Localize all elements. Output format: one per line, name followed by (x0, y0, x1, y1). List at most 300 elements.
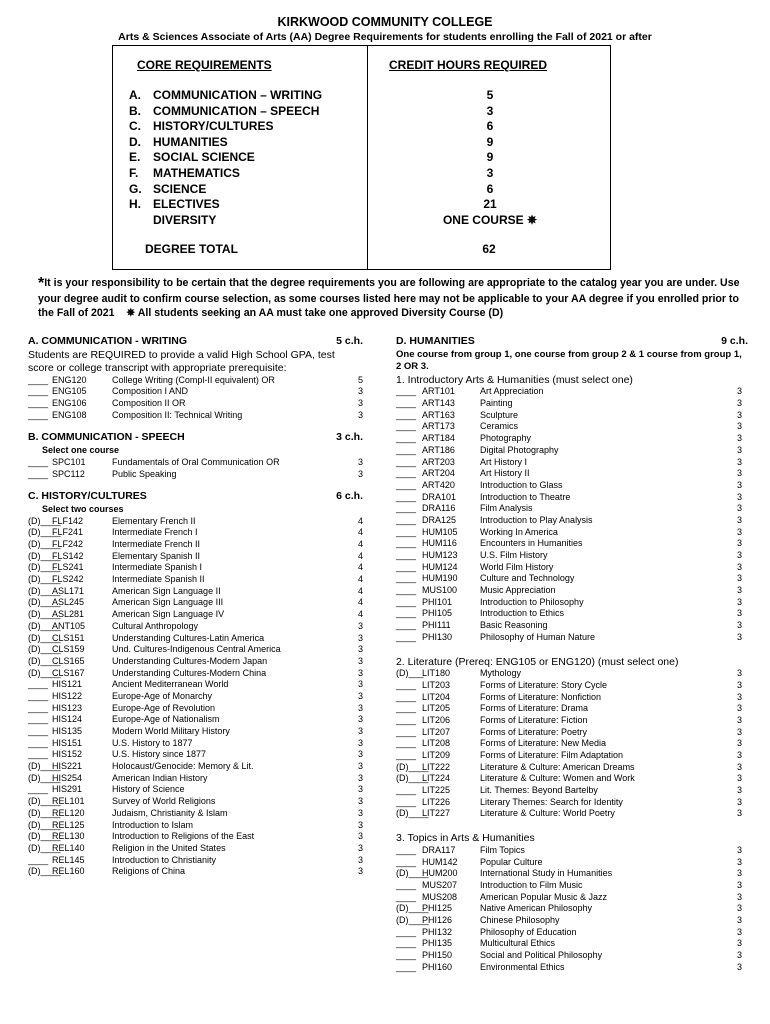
summary-row-key: F. (129, 165, 139, 180)
course-title: Intermediate Spanish I (112, 562, 203, 573)
course-credits: 3 (736, 938, 742, 949)
summary-row-key (129, 213, 153, 229)
course-credits: 3 (736, 796, 742, 807)
course-code: HIS121 (52, 679, 83, 690)
summary-row (121, 104, 606, 120)
checkbox-blank: ____ (28, 456, 49, 467)
course-row (396, 527, 748, 539)
checkbox-blank: ____ (396, 961, 417, 972)
checkbox-blank: ____ (396, 750, 417, 761)
course-credits: 3 (736, 915, 742, 925)
summary-row (121, 213, 606, 229)
course-row (396, 386, 748, 398)
course-title: Europe-Age of Nationalism (112, 714, 220, 725)
summary-row-key: A. (129, 88, 141, 102)
course-title: Photography (480, 433, 532, 444)
course-credits: 3 (357, 819, 363, 830)
checkbox-blank: ____ (28, 690, 49, 701)
course-code: ANT105 (52, 620, 86, 631)
course-row (396, 785, 748, 797)
course-code: FLF242 (52, 539, 84, 550)
course-row (28, 539, 363, 551)
course-row (396, 762, 748, 774)
checkbox-blank: (D)____ (28, 562, 61, 573)
checkbox-blank: ____ (396, 738, 417, 749)
course-title: Cultural Anthropology (112, 620, 199, 631)
course-code: ART163 (422, 409, 455, 420)
checkbox-blank: ____ (396, 585, 417, 596)
course-row (396, 845, 748, 857)
course-credits: 3 (357, 398, 363, 409)
checkbox-blank: ____ (396, 891, 417, 902)
summary-row-value: 9 (486, 150, 494, 165)
course-credits: 3 (736, 421, 742, 432)
checkbox-blank: ____ (28, 409, 49, 420)
course-code: HIS254 (52, 772, 83, 783)
checkbox-blank: (D)____ (28, 819, 61, 830)
course-credits: 3 (357, 644, 363, 655)
course-row (396, 433, 748, 445)
row-spacer (121, 135, 129, 151)
checkbox-blank: ____ (396, 386, 417, 397)
document-title: KIRKWOOD COMMUNITY COLLEGE (277, 15, 493, 29)
course-credits: 3 (357, 854, 363, 865)
course-credits: 3 (736, 726, 742, 737)
course-row (396, 938, 748, 950)
course-credits: 3 (357, 737, 363, 748)
course-code: DRA101 (422, 491, 457, 502)
course-code: HUM200 (422, 868, 458, 879)
checkbox-blank: ____ (396, 879, 417, 890)
checkbox-blank: ____ (396, 409, 417, 420)
course-code: ENG108 (52, 409, 87, 420)
summary-row-name: HISTORY/CULTURES (153, 119, 274, 134)
course-title: Intermediate French II (112, 539, 201, 550)
course-code: LIT207 (422, 726, 451, 737)
course-code: SPC101 (52, 456, 86, 467)
checkbox-blank: (D)____ (28, 807, 61, 818)
course-title: Digital Photography (480, 444, 559, 455)
course-credits: 3 (736, 961, 742, 972)
checkbox-blank: ____ (396, 596, 417, 607)
course-row (28, 609, 363, 621)
checkbox-blank: ____ (28, 702, 49, 713)
checkbox-blank: (D)____ (28, 632, 61, 643)
course-code: ART173 (422, 421, 455, 432)
checkbox-blank: ____ (396, 421, 417, 432)
course-code: LIT225 (422, 785, 451, 796)
checkbox-blank: ____ (396, 691, 417, 702)
course-credits: 3 (736, 526, 742, 537)
course-title: Encounters in Humanities (480, 538, 583, 549)
course-credits: 3 (736, 903, 742, 914)
course-code: SPC112 (52, 468, 85, 479)
course-title: Composition I AND (112, 386, 189, 397)
checkbox-blank: ____ (396, 631, 417, 642)
course-row (396, 773, 748, 785)
course-code: CLS165 (52, 655, 85, 666)
summary-row-name: SCIENCE (153, 181, 207, 196)
course-code: ASL171 (52, 585, 85, 596)
course-row (396, 927, 748, 939)
course-row (28, 621, 363, 633)
course-credits: 3 (736, 608, 742, 619)
course-title: Sculpture (480, 409, 519, 420)
course-credits: 3 (736, 738, 742, 749)
course-title: Religion in the United States (112, 842, 226, 853)
course-credits: 3 (357, 690, 363, 701)
checkbox-blank: (D)____ (28, 515, 61, 526)
summary-row-name: SOCIAL SCIENCE (153, 150, 255, 165)
course-title: U.S. History since 1877 (112, 749, 207, 760)
checkbox-blank: (D)____ (396, 868, 429, 879)
course-title: Introduction to Theatre (480, 491, 571, 502)
course-row (396, 727, 748, 739)
course-title: Forms of Literature: Story Cycle (480, 679, 608, 690)
course-credits: 3 (357, 468, 363, 479)
checkbox-blank: ____ (396, 620, 417, 631)
course-credits: 4 (357, 585, 363, 596)
document-subtitle: Arts & Sciences Associate of Arts (AA) Degree Requirements for students enrolling the Fall of 2021 or after (118, 31, 652, 43)
summary-row-value: ONE COURSE ✵ (442, 212, 538, 227)
course-title: Judaism, Christianity & Islam (112, 807, 228, 818)
course-credits: 3 (357, 866, 363, 877)
summary-row-name: DIVERSITY (153, 212, 217, 227)
checkbox-blank: (D)____ (28, 831, 61, 842)
checkbox-blank: (D)____ (28, 796, 61, 807)
summary-row-name: ELECTIVES (153, 197, 220, 212)
course-row (28, 668, 363, 680)
course-credits: 3 (357, 655, 363, 666)
course-code: PHI125 (422, 903, 453, 914)
course-credits: 3 (736, 691, 742, 702)
course-title: Social and Political Philosophy (480, 950, 603, 961)
course-credits: 3 (736, 844, 742, 855)
course-code: ENG106 (52, 398, 87, 409)
group-2-heading: 2. Literature (Prereq: ENG105 or ENG120) (must select one) (396, 655, 679, 668)
course-code: REL120 (52, 807, 85, 818)
course-credits: 3 (357, 456, 363, 467)
course-title: Working In America (480, 526, 558, 537)
course-credits: 3 (736, 503, 742, 514)
checkbox-blank: (D)____ (28, 539, 61, 550)
course-row (28, 457, 363, 469)
course-code: REL145 (52, 854, 85, 865)
course-code: FLS242 (52, 574, 84, 585)
course-code: HIS123 (52, 702, 83, 713)
course-title: Understanding Cultures-Modern Japan (112, 655, 268, 666)
course-credits: 3 (357, 667, 363, 678)
summary-row-value: 5 (486, 88, 494, 102)
course-code: FLS142 (52, 550, 84, 561)
course-code: CLS167 (52, 667, 85, 678)
course-credits: 3 (736, 573, 742, 584)
checkbox-blank: ____ (396, 726, 417, 737)
course-title: Introduction to Film Music (480, 879, 583, 890)
course-row (396, 410, 748, 422)
course-row (396, 892, 748, 904)
section-a-course-list (28, 375, 363, 422)
course-credits: 3 (736, 444, 742, 455)
checkbox-blank: ____ (28, 386, 49, 397)
course-row (396, 585, 748, 597)
section-c-instruction: Select two courses (42, 503, 124, 514)
course-title: Painting (480, 398, 513, 409)
course-title: History of Science (112, 784, 185, 795)
course-credits: 4 (357, 539, 363, 550)
course-title: Ceramics (480, 421, 519, 432)
checkbox-blank: ____ (396, 503, 417, 514)
summary-row (121, 166, 606, 182)
course-code: FLF241 (52, 527, 84, 538)
course-code: REL160 (52, 866, 85, 877)
row-spacer (121, 197, 129, 213)
course-row (28, 527, 363, 539)
checkbox-blank: ____ (28, 726, 49, 737)
course-row (28, 808, 363, 820)
course-row (396, 632, 748, 644)
course-row (396, 468, 748, 480)
checkbox-blank: ____ (396, 456, 417, 467)
row-spacer (121, 88, 129, 104)
course-code: LIT180 (422, 668, 451, 679)
summary-row-key: H. (129, 197, 141, 212)
course-credits: 3 (736, 703, 742, 714)
course-title: Europe-Age of Revolution (112, 702, 216, 713)
course-row (396, 797, 748, 809)
section-c-header (28, 491, 363, 503)
checkbox-blank: ____ (396, 703, 417, 714)
course-code: HUM116 (422, 538, 457, 549)
checkbox-blank: ____ (396, 514, 417, 525)
checkbox-blank: (D)____ (28, 655, 61, 666)
checkbox-blank: ____ (28, 749, 49, 760)
checkbox-blank: ____ (28, 714, 49, 725)
course-credits: 3 (736, 585, 742, 596)
course-code: HIS152 (52, 749, 83, 760)
course-title: Philosophy of Human Nature (480, 631, 596, 642)
summary-row-value: 9 (486, 134, 494, 149)
section-d-hours: 9 c.h. (721, 335, 748, 347)
course-row (396, 903, 748, 915)
course-credits: 3 (357, 831, 363, 842)
course-row (28, 726, 363, 738)
course-code: HUM123 (422, 550, 458, 561)
course-row (396, 750, 748, 762)
checkbox-blank: ____ (28, 784, 49, 795)
checkbox-blank: (D)____ (396, 915, 429, 925)
course-code: HUM105 (422, 526, 458, 537)
course-row (28, 469, 363, 481)
checkbox-blank: ____ (396, 926, 417, 937)
checkbox-blank: (D)___ (396, 668, 424, 679)
course-title: Popular Culture (480, 856, 543, 867)
summary-row (121, 88, 606, 104)
course-code: LIT227 (422, 808, 451, 819)
course-row (28, 796, 363, 808)
degree-total-value: 62 (482, 242, 496, 256)
course-code: PHI105 (422, 608, 453, 619)
course-credits: 3 (736, 785, 742, 796)
course-title: Literature & Culture: American Dreams (480, 761, 635, 772)
course-row (28, 714, 363, 726)
course-title: Art History II (480, 468, 530, 479)
course-code: HIS291 (52, 784, 83, 795)
course-code: LIT224 (422, 773, 451, 784)
course-credits: 3 (357, 726, 363, 737)
course-row (396, 680, 748, 692)
summary-row-key: C. (129, 119, 141, 134)
course-title: Introduction to Religions of the East (112, 831, 255, 842)
course-row (396, 515, 748, 527)
checkbox-blank: (D)____ (28, 644, 61, 655)
course-credits: 4 (357, 609, 363, 620)
course-row (396, 538, 748, 550)
course-title: Fundamentals of Oral Communication OR (112, 456, 280, 467)
checkbox-blank: ____ (28, 854, 49, 865)
course-row (28, 633, 363, 645)
checkbox-blank: ____ (396, 573, 417, 584)
course-title: Elementary French II (112, 515, 196, 526)
course-title: Understanding Cultures-Modern China (112, 667, 267, 678)
course-row (396, 857, 748, 869)
row-spacer (121, 119, 129, 135)
course-row (396, 445, 748, 457)
course-credits: 4 (357, 562, 363, 573)
course-code: ASL245 (52, 597, 85, 608)
course-title: U.S. Film History (480, 550, 548, 561)
course-title: Environmental Ethics (480, 961, 565, 972)
checkbox-blank: ____ (28, 374, 49, 385)
course-title: Introduction to Islam (112, 819, 194, 830)
course-credits: 3 (357, 679, 363, 690)
checkbox-blank: ____ (396, 785, 417, 796)
course-credits: 3 (736, 714, 742, 725)
course-title: Forms of Literature: Nonfiction (480, 691, 602, 702)
course-code: HIS124 (52, 714, 83, 725)
section-d-title: D. HUMANITIES (396, 335, 475, 347)
course-credits: 5 (357, 374, 363, 385)
course-code: FLS241 (52, 562, 84, 573)
course-code: FLF142 (52, 515, 84, 526)
course-row (28, 855, 363, 867)
course-code: DRA117 (422, 844, 456, 855)
course-code: ENG120 (52, 374, 87, 385)
course-credits: 3 (357, 386, 363, 397)
course-credits: 4 (357, 527, 363, 538)
course-code: LIT209 (422, 750, 451, 761)
summary-row (121, 182, 606, 198)
checkbox-blank: (D)____ (396, 808, 429, 819)
course-code: REL125 (52, 819, 85, 830)
summary-row-value: 3 (486, 165, 494, 180)
course-row (396, 692, 748, 704)
section-b-header (28, 432, 363, 444)
checkbox-blank: ____ (396, 479, 417, 490)
section-d-header (396, 336, 748, 348)
course-title: Philosophy of Education (480, 926, 577, 937)
checkbox-blank: (D)____ (28, 574, 61, 585)
summary-row-value: 6 (486, 181, 494, 196)
course-credits: 3 (736, 433, 742, 444)
course-code: DRA116 (422, 503, 456, 514)
checkbox-blank: (D)____ (28, 527, 61, 538)
course-credits: 3 (736, 468, 742, 479)
course-credits: 3 (736, 561, 742, 572)
course-code: HIS135 (52, 726, 83, 737)
course-row (396, 703, 748, 715)
section-a-header (28, 336, 363, 348)
course-title: Public Speaking (112, 468, 177, 479)
course-credits: 3 (357, 796, 363, 807)
course-credits: 3 (736, 398, 742, 409)
course-credits: 3 (357, 620, 363, 631)
section-b-title: B. COMMUNICATION - SPEECH (28, 431, 185, 444)
course-row (396, 562, 748, 574)
course-row (28, 398, 363, 410)
checkbox-blank: (D)____ (396, 761, 429, 772)
course-code: LIT204 (422, 691, 451, 702)
course-row (28, 586, 363, 598)
course-title: Music Appreciation (480, 585, 556, 596)
course-title: College Writing (Compl-II equivalent) OR (112, 374, 275, 385)
course-title: Basic Reasoning (480, 620, 548, 631)
course-credits: 3 (736, 456, 742, 467)
checkbox-blank: ____ (28, 398, 49, 409)
course-credits: 3 (736, 926, 742, 937)
checkbox-blank: (D)____ (28, 866, 61, 877)
course-code: PHI160 (422, 961, 453, 972)
course-row (28, 679, 363, 691)
checkbox-blank: ____ (396, 938, 417, 949)
course-credits: 3 (736, 950, 742, 961)
checkbox-blank: ____ (396, 398, 417, 409)
course-code: HUM124 (422, 561, 458, 572)
course-credits: 3 (736, 668, 742, 679)
course-credits: 4 (357, 515, 363, 526)
course-credits: 3 (736, 514, 742, 525)
course-code: DRA125 (422, 514, 457, 525)
course-code: CLS151 (52, 632, 85, 643)
checkbox-blank: ____ (396, 550, 417, 561)
course-code: ENG105 (52, 386, 87, 397)
course-code: ART186 (422, 444, 455, 455)
course-credits: 3 (357, 632, 363, 643)
course-row (28, 773, 363, 785)
course-title: Survey of World Religions (112, 796, 216, 807)
checkbox-blank: (D)____ (28, 761, 61, 772)
course-row (396, 398, 748, 410)
summary-row (121, 197, 606, 213)
summary-row-value: 6 (486, 119, 494, 134)
course-row (396, 457, 748, 469)
course-row (28, 644, 363, 656)
course-row (28, 843, 363, 855)
course-title: Composition II OR (112, 398, 186, 409)
group-3-heading: 3. Topics in Arts & Humanities (396, 832, 535, 845)
course-credits: 3 (736, 750, 742, 761)
summary-rows (121, 88, 606, 228)
row-spacer (121, 182, 129, 198)
section-b-instruction: Select one course (42, 445, 120, 456)
course-title: Literary Themes: Search for Identity (480, 796, 623, 807)
checkbox-blank: (D)____ (28, 620, 61, 631)
credit-hours-heading: CREDIT HOURS REQUIRED (389, 58, 548, 72)
course-title: American Sign Language IV (112, 609, 225, 620)
checkbox-blank: (D)____ (28, 772, 61, 783)
course-title: U.S. History to 1877 (112, 737, 193, 748)
diversity-note: ✵ All students seeking an AA must take one approved Diversity Course (D) (126, 307, 504, 320)
